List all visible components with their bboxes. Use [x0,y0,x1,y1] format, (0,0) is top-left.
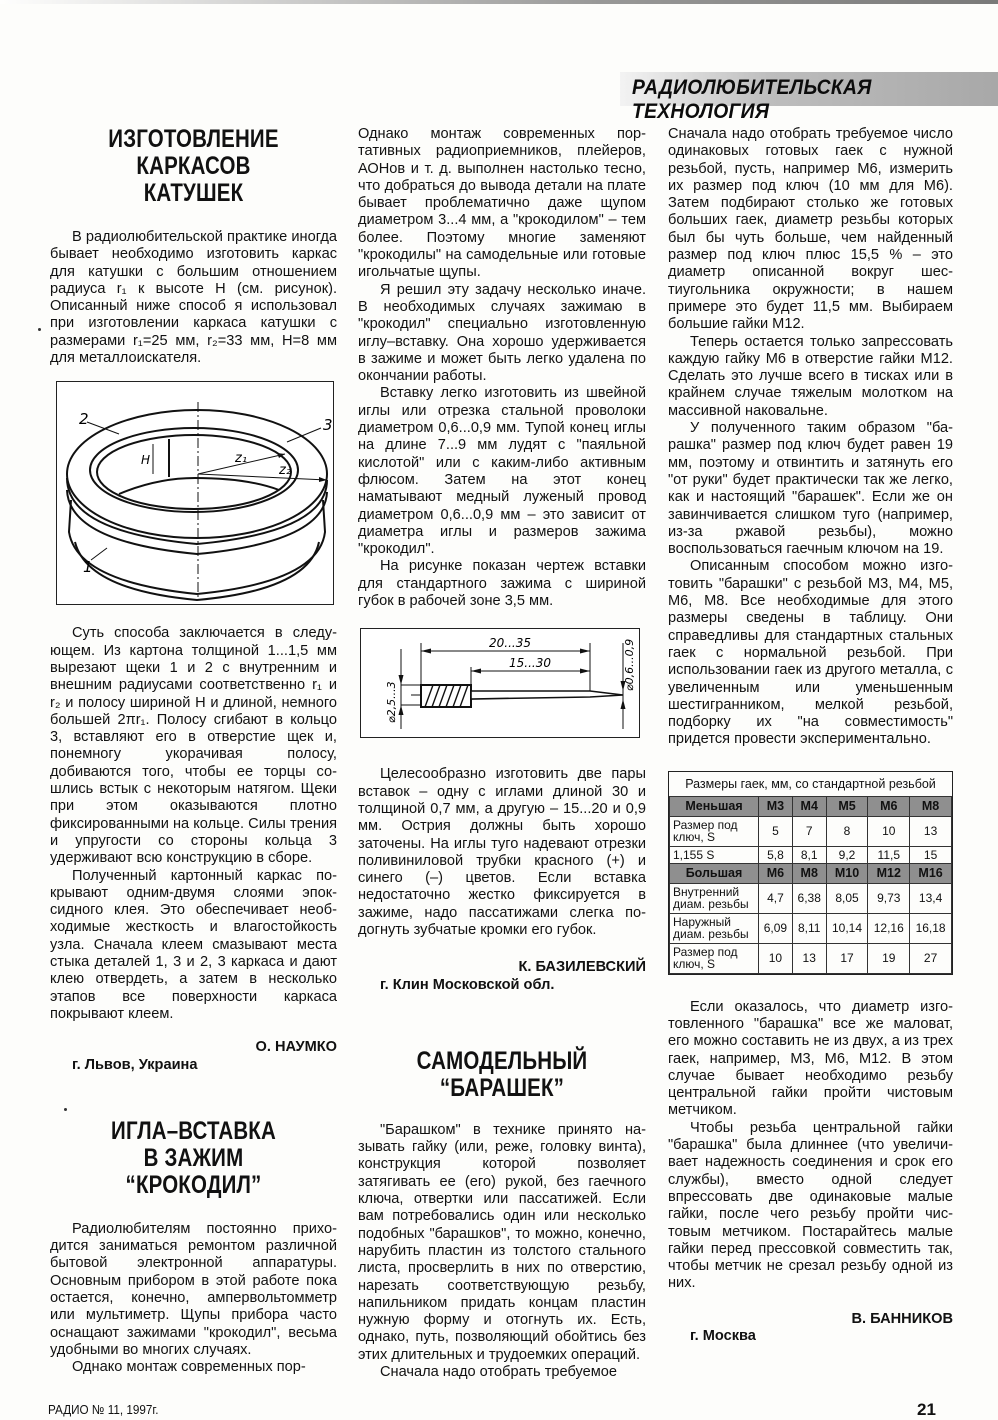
section-rubric [620,72,998,123]
svg-text:H: H [141,453,151,468]
nut-sizes-table [668,771,953,975]
article2-paragraph: Радиолюбителям постоянно приходится заниматься ремонтом различной бытовой электронной аппаратуры. Основным прибором в этой работе пока остается, конечно, ампервольтомметр или мультиметр. Щупы прибора часто оснащают зажимами "крокодил", весьма удобными во многих случаях. [50,1220,337,1358]
article1-paragraph: В радиолюбительской практике иногда бывает необходимо изготовить каркас для катушки с большим отношением радиуса r₁ к высоте Н (см. рисунок). Описанный ниже способ я использовал при изготовлении каркаса катушки с размерами r₁=25 мм, r₂=33 мм, Н=8 мм для металлоискателя. [50,229,337,367]
article1-paragraph: Полученный картонный каркас покрывают одним-двумя слоями эпоксидного клея. Это обеспечивает необходимые жесткость и влагостойкость узла. Сначала клеем смазывают места стыка деталей 1, 3 и 2, 3 каркаса и дают клею отвердеть, а затем в несколько этапов все поверхности каркаса покрывают клеем. [50,867,337,1022]
article2-paragraph: Я решил эту задачу несколько иначе. В необходимых случаях зажимаю в "крокодил" специально изготовленную иглу–вставку. Она хорошо удерживается в зажиме и может быть легко удалена по окончании работы. [358,281,646,385]
table-row: Внутренний диам. резьбы 4,7 6,38 8,05 9,73 13,4 [670,883,952,913]
needle-insert-figure [360,628,640,738]
table-row: Размер под ключ, S 10 13 17 19 27 [670,943,952,973]
scan-dot [38,328,41,331]
page-number: 21 [917,1400,936,1419]
article2-paragraph: Однако монтаж современных пор- [72,1359,306,1376]
needle-insert-drawing [361,629,639,737]
table-row: Наружный диам. резьбы 6,09 8,11 10,14 12,16 16,18 [670,913,952,943]
article2-city: г. Клин Московской обл. [380,976,555,993]
article2-paragraph: На рисунке показан чертеж вставки для стандартного зажима с шириной губок в рабочей зоне 3,5 мм. [358,558,646,610]
svg-text:20...35: 20...35 [489,636,531,651]
article1-author: О. НАУМКО [255,1039,337,1056]
article3-paragraph: Теперь остается только запрессовать каждую гайку М6 в отверстие гайки М12. Сделать это лучше всего в тисках или в крайнем случае тяжелым молотком на массивной наковальне. [668,333,953,419]
article1-city: г. Львов, Украина [72,1056,198,1073]
svg-text:⌀0,6...0,9: ⌀0,6...0,9 [623,639,636,692]
svg-text:15...30: 15...30 [509,656,551,671]
column-3 [668,126,953,1345]
table-header-large: Большая М6 М8 М10 М12 М16 [670,864,952,884]
article3-author: В. БАННИКОВ [851,1310,953,1327]
article3-paragraph: Чтобы резьба центральной гайки "барашка" была длиннее (что увеличивает надежность соединения и срок его службы), вместо одной следует впрессовать две одинаковые малые гайки, после чего резьбу пройти чистовым метчиком. Постарайтесь малые гайки перед прессовкой совместить так, чтобы метчик не срезал резьбу одной из них. [668,1119,953,1292]
article3-paragraph-continued: Сначала надо отобрать требуемое число одинаковых готовых гаек с нужной резьбой, пусть, например М6, измерить их размер под ключ (10 мм для М6). Затем подбирают столько же готовых больших гаек, диаметр резьбы которых был бы чуть больше, чем найденный размер под ключ плюс 15,5 % – это диаметр описанной вокруг шестиугольника окружности; в нашем примере это будет 11,5 мм. Выбираем большие гайки М12. [668,126,953,333]
svg-text:z₂: z₂ [279,463,292,479]
article1-title: ИЗГОТОВЛЕНИЕ КАРКАСОВ КАТУШЕК [108,125,279,207]
article3-paragraph: Сначала надо отобрать требуемое [380,1364,618,1381]
article2-paragraph-continued: Однако монтаж современных портативных радиоприемников, плейеров, АОНов и т. д. выполнен настолько тесно, что добраться до вывода детали на плате бывает проблематично даже щупом диаметром 3...4 мм, а "крокодилом" – тем более. Поэтому многие заменяют "крокодилы" на самодельные или готовые игольчатые щупы. [358,126,646,281]
coil-frame-drawing [57,382,333,604]
svg-text:⌀2,5...3: ⌀2,5...3 [385,681,398,724]
table-header-small: Меньшая М3 М4 М5 М6 М8 [670,797,952,817]
table-title: Размеры гаек, мм, со стандартной резьбой [670,772,952,797]
article3-city: г. Москва [690,1328,756,1345]
article2-paragraph: Целесообразно изготовить две пары вставок – одну с иглами длиной 30 и толщиной 0,7 мм, а другую – 15...20 и 0,9 мм. Острия должны быть хорошо заточены. На иглы туго надевают отрезки поливиниловой трубки красного (+) и синего (–) цветов. Если вставка недостаточно жестко фиксируется в зажиме, надо пассатижами слегка подогнуть зубчатые кромки его губок. [358,766,646,938]
article3-paragraph: Описанным способом можно изготовить "барашки" с резьбой М3, М4, М5, М6, М8. Все необходимые для этого размеры сведены в таблицу. Они справедливы для стандартных стальных гаек с нормальной резьбой. При использовании гаек из другого металла, с увеличенным или уменьшенным шестигранником, мелкой резьбой, подборку их "на совместимость" придется провести экспериментально. [668,558,953,748]
svg-text:1: 1 [83,558,93,577]
coil-frame-figure [56,381,334,605]
table-row: Размер под ключ, S 5 7 8 10 13 [670,816,952,846]
rubric-text: РАДИОЛЮБИТЕЛЬСКАЯ ТЕХНОЛОГИЯ [632,76,872,123]
article2-title: ИГЛА–ВСТАВКА В ЗАЖИМ “КРОКОДИЛ” [111,1116,276,1199]
article2-paragraph: Вставку легко изготовить из швейной иглы или отрезка стальной проволоки диаметром 0,6...0,9 мм. Тупой конец иглы на длине 7...9 мм лудят с "паяльной кислотой" или с каким-либо активным флюсом. Затем на этот конец наматывают медный луженый провод диаметром 0,6...0,9 мм – это зависит от диаметра иглы и размеров зажима "крокодил". [358,385,646,558]
article3-paragraph: "Барашком" в технике принято называть гайку (или, реже, головку винта), конструкция которой позволяет затягивать ее (его) рукой, без гаечного ключа, отвертки или пассатижей. Если вам потребовались один или несколько подобных "барашков", то можно, конечно, нарубить пластин из толстого стального листа, просверлить в них по отверстию, нарезать соответствующую резьбу, напильником придать концам пластин нужную форму и отогнуть их. Есть, однако, путь, позволяющий обойтись без этих длительных и трудоемких операций. [358,1121,646,1363]
article3-title: САМОДЕЛЬНЫЙ “БАРАШЕК” [416,1046,588,1102]
column-1 [50,126,337,1376]
svg-text:3: 3 [323,416,333,435]
svg-text:z₁: z₁ [235,451,248,467]
top-edge [0,0,998,4]
article3-paragraph: Если оказалось, что диаметр изготовленного "барашка" все же маловат, его можно составить не из двух, а из трех гаек, например, М3, М6, М12. В этом случае бывает необходимо резьбу центральной гайки пройти чистовым метчиком. [668,998,953,1119]
scan-dot [64,1108,67,1111]
table-row: 1,155 S 5,8 8,1 9,2 11,5 15 [670,846,952,864]
issue-footer: РАДИО № 11, 1997г. [48,1402,159,1417]
svg-text:2: 2 [79,410,89,429]
article3-paragraph: У полученного таким образом "барашка" размер под ключ будет равен 19 мм, поэтому и отвинтить и затянуть его "от руки" будет практически так же легко, как и настоящий "барашек". Если же он завинчивается слишком туго (например, из-за ржавой резьбы), можно воспользоваться гаечным ключом на 19. [668,420,953,558]
article1-paragraph: Суть способа заключается в следующем. Из картона толщиной 1...1,5 мм вырезают щеки 1 и 2 с внутренним и внешним радиусами соответственно r₁ и r₂ и полосу шириной Н и длиной, немного большей 2πr₁. Полосу сгибают в кольцо 3, вставляют его в отверстие щек и, понемногу укорачивая полосу, добиваются того, чтобы ее торцы сошлись встык с некоторым натягом. Щеки при этом оказываются плотно фиксированными на кольце. Силы трения и упругости со стороны кольца 3 удерживают всю конструкцию в сборе. [50,625,337,867]
article2-author: К. БАЗИЛЕВСКИЙ [518,959,646,976]
column-2 [358,126,646,1381]
